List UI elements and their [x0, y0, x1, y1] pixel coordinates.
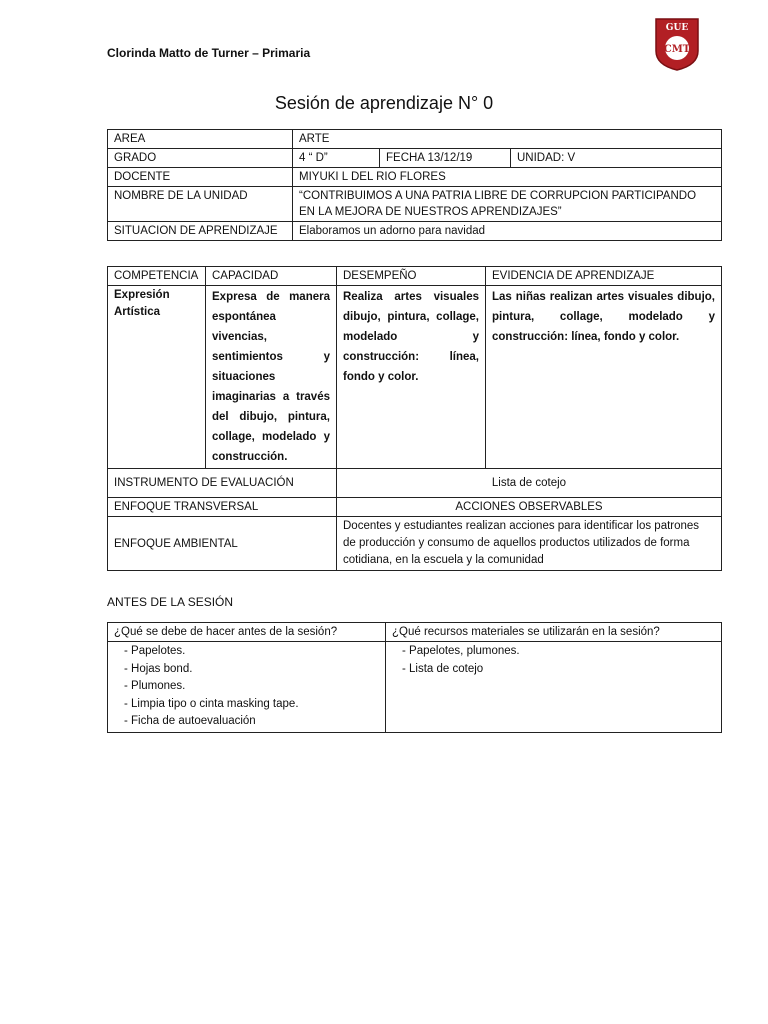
list-item: - Lista de cotejo	[402, 661, 715, 679]
list-item: - Papelotes.	[124, 643, 379, 661]
situacion-label: SITUACION DE APRENDIZAJE	[108, 222, 293, 241]
enfoque-value: ENFOQUE AMBIENTAL	[108, 517, 337, 571]
question-materials: ¿Qué recursos materiales se utilizarán en la sesión?	[386, 623, 722, 642]
competencia-value: Expresión Artística	[108, 286, 206, 469]
capacidad-value: Expresa de manera espontánea vivencias, sentimientos y situaciones imaginarias a través del dibujo, pintura, collage, modelado y construcción.	[206, 286, 337, 469]
antes-table	[107, 622, 722, 733]
svg-text:CMT: CMT	[663, 44, 691, 55]
unidad-value: “CONTRIBUIMOS A UNA PATRIA LIBRE DE CORRUPCION PARTICIPANDO EN LA MEJORA DE NUESTROS APRENDIZAJES”	[293, 187, 722, 222]
list-item: - Ficha de autoevaluación	[124, 713, 379, 731]
area-value: ARTE	[293, 130, 722, 149]
question-before: ¿Qué se debe de hacer antes de la sesión?	[108, 623, 386, 642]
header-desempeno: DESEMPEÑO	[337, 267, 486, 286]
desempeno-value: Realiza artes visuales dibujo, pintura, collage, modelado y construcción: línea, fondo y color.	[337, 286, 486, 469]
unidad-label: NOMBRE DE LA UNIDAD	[108, 187, 293, 222]
section-title: ANTES DE LA SESIÓN	[107, 595, 234, 609]
competencias-table	[107, 266, 722, 571]
grado-label: GRADO	[108, 149, 293, 168]
docente-label: DOCENTE	[108, 168, 293, 187]
header-capacidad: CAPACIDAD	[206, 267, 337, 286]
header-competencia: COMPETENCIA	[108, 267, 206, 286]
area-label: AREA	[108, 130, 293, 149]
docente-value: MIYUKI L DEL RIO FLORES	[293, 168, 722, 187]
list-item: - Limpia tipo o cinta masking tape.	[124, 696, 379, 714]
grado-value: 4 “ D”	[293, 149, 380, 168]
page-title: Sesión de aprendizaje N° 0	[274, 93, 494, 113]
list-item: - Plumones.	[124, 678, 379, 696]
instrumento-label: INSTRUMENTO DE EVALUACIÓN	[108, 469, 337, 498]
fecha-value: FECHA 13/12/19	[380, 149, 511, 168]
list-item: - Hojas bond.	[124, 661, 379, 679]
before-list	[114, 643, 379, 731]
evidencia-value: Las niñas realizan artes visuales dibujo, pintura, collage, modelado y construcción: línea, fondo y color.	[486, 286, 722, 469]
svg-text:GUE: GUE	[665, 23, 689, 33]
acciones-label: ACCIONES OBSERVABLES	[337, 498, 722, 517]
school-name: Clorinda Matto de Turner – Primaria	[107, 46, 311, 60]
instrumento-value: Lista de cotejo	[337, 469, 722, 498]
enfoque-label: ENFOQUE TRANSVERSAL	[108, 498, 337, 517]
header-evidencia: EVIDENCIA DE APRENDIZAJE	[486, 267, 722, 286]
list-item: - Papelotes, plumones.	[402, 643, 715, 661]
school-logo	[654, 17, 700, 71]
situacion-value: Elaboramos un adorno para navidad	[293, 222, 722, 241]
info-table	[107, 129, 722, 241]
acciones-value: Docentes y estudiantes realizan acciones para identificar los patrones de producción y consumo de aquellos productos utilizados de forma cotidiana, en la escuela y la comunidad	[337, 517, 722, 571]
unidad-number: UNIDAD: V	[511, 149, 722, 168]
materials-list	[392, 643, 715, 678]
